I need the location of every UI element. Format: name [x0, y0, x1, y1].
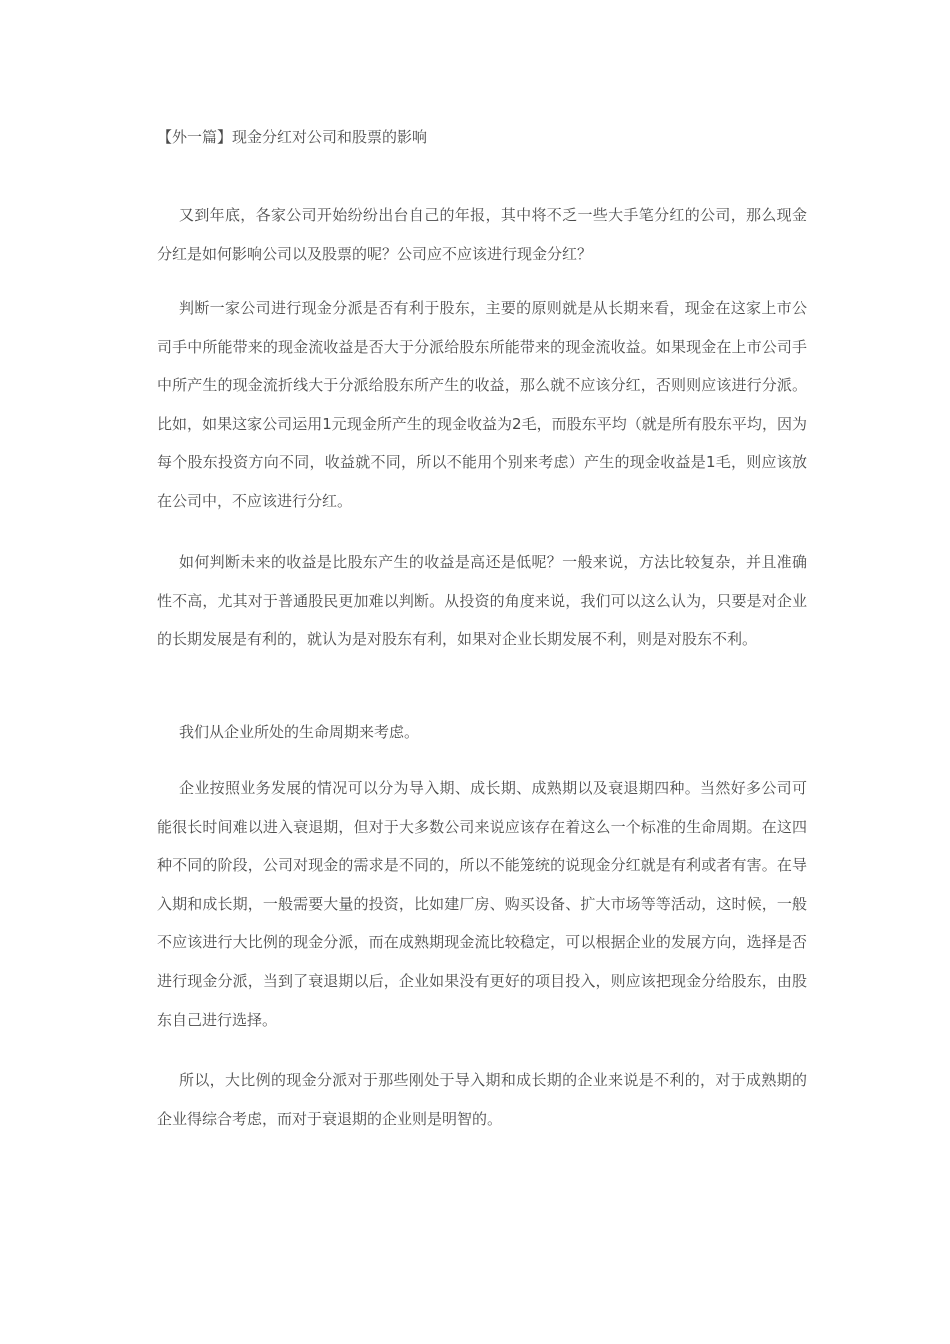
paragraph-dividend-principle: 判断一家公司进行现金分派是否有利于股东，主要的原则就是从长期来看，现金在这家上市公司手中所能带来的现金流收益是否大于分派给股东所能带来的现金流收益。如果现金在上市公司手中所产生的现金流折线大于分派给股东所产生的收益，那么就不应该分红，否则则应该进行分派。比如，如果这家公司运用1元现金所产生的现金收益为2毛，而股东平均（就是所有股东平均，因为每个股东投资方向不同，收益就不同，所以不能用个别来考虑）产生的现金收益是1毛，则应该放在公司中，不应该进行分红。	[157, 299, 807, 510]
paragraph-year-end-dividends: 又到年底，各家公司开始纷纷出台自己的年报，其中将不乏一些大手笔分红的公司，那么现金分红是如何影响公司以及股票的呢？公司应不应该进行现金分红？	[157, 206, 807, 263]
paragraph-life-cycle-stages: 企业按照业务发展的情况可以分为导入期、成长期、成熟期以及衰退期四种。当然好多公司可能很长时间难以进入衰退期，但对于大多数公司来说应该存在着这么一个标准的生命周期。在这四种不同的阶段，公司对现金的需求是不同的，所以不能笼统的说现金分红就是有利或者有害。在导入期和成长期，一般需要大量的投资，比如建厂房、购买设备、扩大市场等等活动，这时候，一般不应该进行大比例的现金分派，而在成熟期现金流比较稳定，可以根据企业的发展方向，选择是否进行现金分派，当到了衰退期以后，企业如果没有更好的项目投入，则应该把现金分给股东，由股东自己进行选择。	[157, 779, 807, 1029]
paragraph-life-cycle-intro: 我们从企业所处的生命周期来考虑。	[179, 723, 420, 741]
paragraph-judging-returns: 如何判断未来的收益是比股东产生的收益是高还是低呢？一般来说，方法比较复杂，并且准确性不高，尤其对于普通股民更加难以判断。从投资的角度来说，我们可以这么认为，只要是对企业的长期发展是有利的，就认为是对股东有利，如果对企业长期发展不利，则是对股东不利。	[157, 553, 807, 649]
paragraph-conclusion: 所以，大比例的现金分派对于那些刚处于导入期和成长期的企业来说是不利的，对于成熟期的企业得综合考虑，而对于衰退期的企业则是明智的。	[157, 1071, 807, 1128]
document-title: 【外一篇】现金分红对公司和股票的影响	[157, 128, 428, 146]
